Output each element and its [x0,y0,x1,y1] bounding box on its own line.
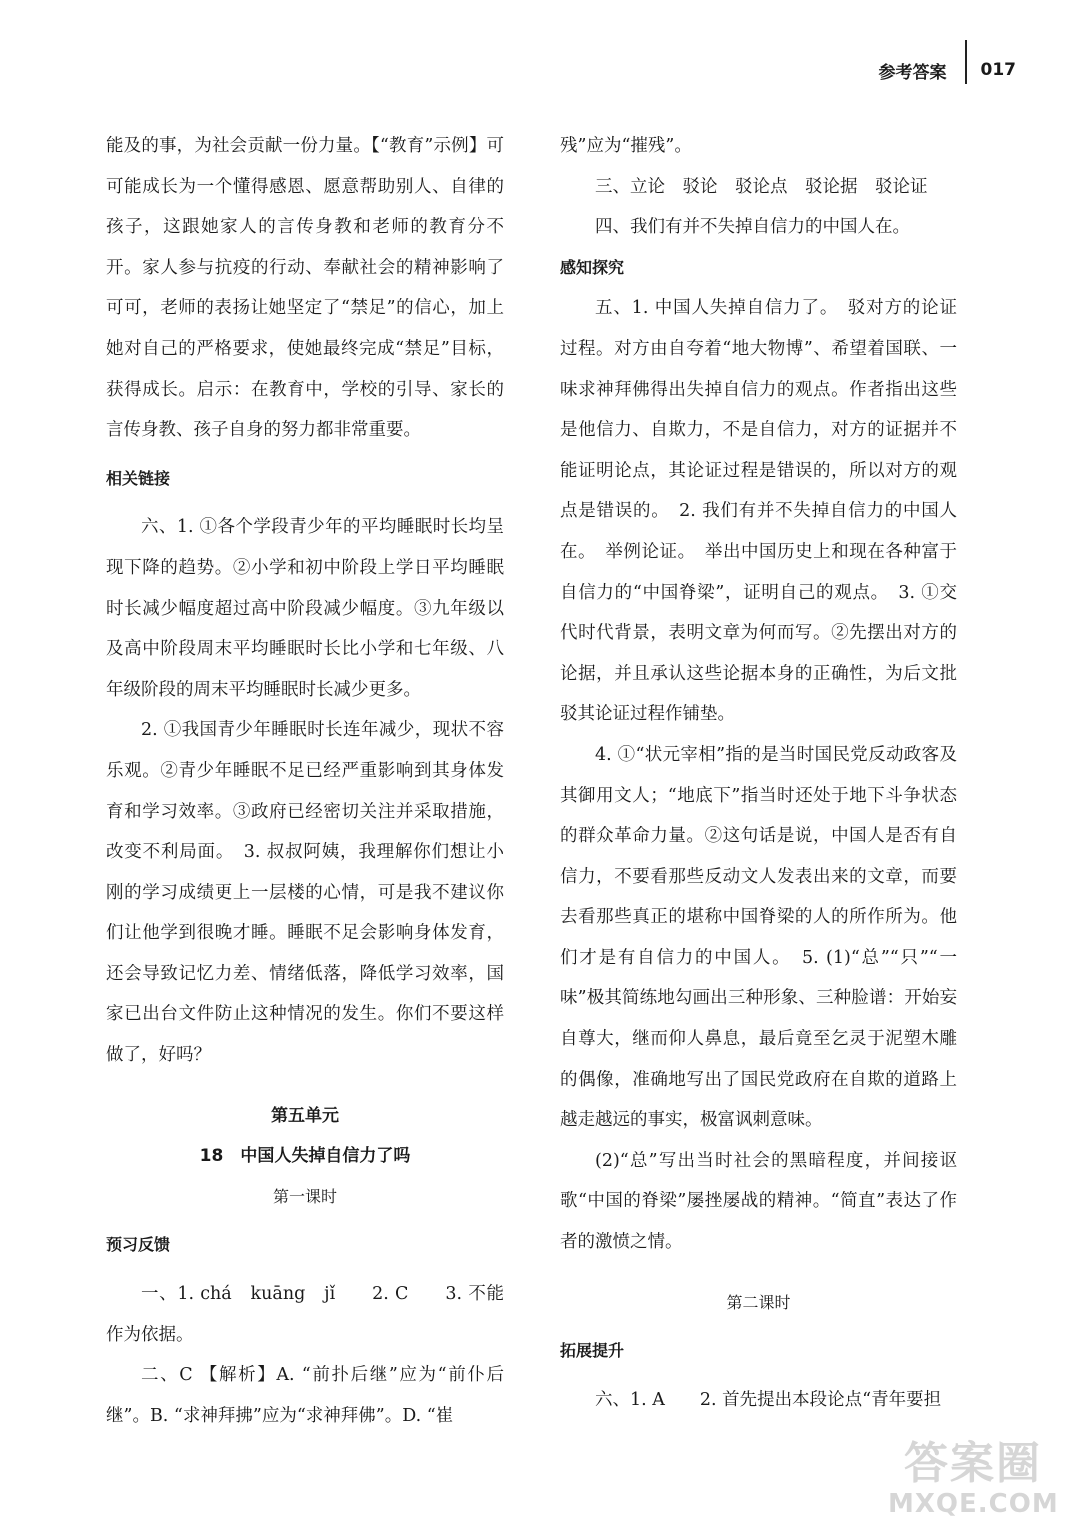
section-heading-related-links: 相关链接 [106,468,171,488]
left-column [106,126,504,1436]
section-heading-perception-inquiry: 感知探究 [560,257,625,277]
paragraph-question-2: 二、C 【解析】A. “前扑后继”应为“前仆后继”。B. “求神拜拂”应为“求神拜佛”。D. “崔 [106,1365,504,1426]
paragraph-question-6-2: 2. ①我国青少年睡眠时长连年减少，现状不容乐观。②青少年睡眠不足已经严重影响到其身体发育和学习效率。③政府已经密切关注并采取措施，改变不利局面。 3. 叔叔阿姨，我理解你们想让小刚的学习成绩更上一层楼的心情，可是我不建议你们让他学到很晚才睡。睡眠不足会影响身体发育，还会导致记忆力差、情绪低落，降低学习效率，国家已出台文件防止这种情况的发生。你们不要这样做了，好吗？ [106,720,504,1066]
period-two-title: 第二课时 [726,1292,791,1312]
paragraph-question-5-1-3: 五、1. 中国人失掉自信力了。 驳对方的论证过程。对方由自夸着“地大物博”、希望着国联、一味求神拜佛得出失掉自信力的观点。作者指出这些是他信力、自欺力，不是自信力，对方的证据并不能证明论点，其论证过程是错误的，所以对方的观点是错误的。 2. 我们有并不失掉自信力的中国人在。 举例论证。 举出中国历史上和现在各种富于自信力的“中国脊梁”，证明自己的观点。 3. ①交代时代背景，表明文章为何而写。②先摆出对方的论据，并且承认这些论据本身的正确性，为后文批驳其论证过程作铺垫。 [560,298,957,725]
section-heading-preview-feedback: 预习反馈 [106,1235,171,1255]
paragraph-question-6: 六、1. A 2. 首先提出本段论点“青年要担 [595,1389,942,1410]
period-one-title: 第一课时 [272,1186,337,1206]
watermark-logo [888,1440,1058,1530]
paragraph-question-5-5-2: (2)“总”写出当时社会的黑暗程度，并间接讴歌“中国的脊梁”屡挫屡战的精神。“简直”表达了作者的激愤之情。 [560,1150,957,1253]
paragraph-question-3: 三、立论 驳论 驳论点 驳论据 驳论证 [595,176,928,197]
page-number: 017 [980,60,1016,80]
paragraph-question-1: 一、1. chá kuāng jǐ 2. C 3. 不能作为依据。 [106,1284,504,1345]
header-title: 参考答案 [878,62,947,83]
paragraph-education-example: 能及的事，为社会贡献一份力量。【“教育”示例】可可能成长为一个懂得感恩、愿意帮助别人、自律的孩子，这跟她家人的言传身教和老师的教育分不开。家人参与抗疫的行动、奉献社会的精神影响了可可，老师的表扬让她坚定了“禁足”的信心，加上她对自己的严格要求，使她最终完成“禁足”目标，获得成长。启示：在教育中，学校的引导、家长的言传身教、孩子自身的努力都非常重要。 [106,136,504,441]
paragraph-continued: 残”应为“摧残”。 [560,136,692,156]
header-divider [965,40,967,84]
paragraph-question-5-4-5: 4. ①“状元宰相”指的是当时国民党反动政客及其御用文人；“地底下”指当时还处于地下斗争状态的群众革命力量。②这句话是说，中国人是否有自信力，不要看那些反动文人发表出来的文章，而要去看那些真正的堪称中国脊梁的人的所作所为。他们才是有自信力的中国人。 5. (1)“总”“只”“一味”极其简练地勾画出三种形象、三种脸谱：开始妄自尊大，继而仰人鼻息，最后竟至乞灵于泥塑木雕的偶像，准确地写出了国民党政府在自欺的道路上越走越远的事实，极富讽刺意味。 [560,744,957,1131]
watermark-text-cn: 答案圈 [904,1438,1042,1489]
unit-title: 第五单元 [271,1105,339,1126]
paragraph-question-4: 四、我们有并不失掉自信力的中国人在。 [595,217,910,238]
paragraph-question-6-1: 六、1. ①各个学段青少年的平均睡眠时长均呈现下降的趋势。②小学和初中阶段上学日平均睡眠时长减少幅度超过高中阶段减少幅度。③九年级以及高中阶段周末平均睡眠时长比小学和七年级、八年级阶段的周末平均睡眠时长减少更多。 [106,517,504,700]
right-column [560,126,957,1420]
lesson-title: 18 中国人失掉自信力了吗 [199,1146,411,1167]
watermark-text-url: MXQE.COM [888,1489,1059,1519]
section-heading-extension: 拓展提升 [560,1341,625,1361]
page-header [879,56,1017,84]
